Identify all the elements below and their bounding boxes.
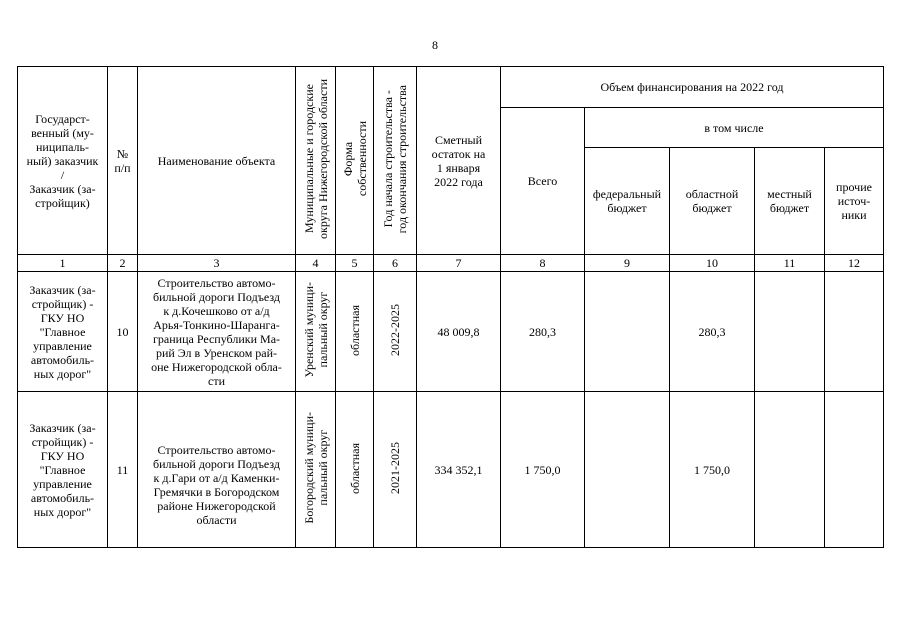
page-number: 8 [432,38,438,52]
column-number: 3 [138,255,296,272]
row-years: 2021-2025 [388,442,402,494]
row-other [825,392,884,548]
header-customer: Государст- венный (му- ниципаль- ный) заказчик / Заказчик (за- стройщик) [18,67,108,255]
header-other: прочие источ- ники [825,148,884,255]
row-customer: Заказчик (за- стройщик) - ГКУ НО "Главное управление автомобиль- ных дорог" [18,392,108,548]
column-number: 10 [670,255,755,272]
row-regional: 280,3 [670,272,755,392]
header-years: Год начала строительства - год окончания строительства [381,84,409,234]
header-funding: Объем финансирования на 2022 год [501,67,884,108]
header-local: местный бюджет [755,148,825,255]
row-ownership-cell [336,272,374,392]
column-number: 6 [374,255,417,272]
table-row [18,272,884,392]
column-number: 9 [585,255,670,272]
row-local [755,272,825,392]
row-estimate: 48 009,8 [417,272,501,392]
row-years-cell [374,272,417,392]
column-number: 1 [18,255,108,272]
header-ownership: Форма собственности [340,121,369,197]
header-federal: федеральный бюджет [585,148,670,255]
header-number: № п/п [108,67,138,255]
header-regional: областной бюджет [670,148,755,255]
row-customer: Заказчик (за- стройщик) - ГКУ НО "Главное управление автомобиль- ных дорог" [18,272,108,392]
row-local [755,392,825,548]
row-ownership: областная [347,304,362,356]
header-total: Всего [501,108,585,255]
row-regional: 1 750,0 [670,392,755,548]
header-municipality: Муниципальные и городские округа Нижегородской области [301,79,330,239]
row-other [825,272,884,392]
row-object-name: Строительство автомо- бильной дороги Подъезд к д.Кочешково от а/д Арья-Тонкино-Шаранга- граница Республики Ма- рий Эл в Уренском рай- оне Нижегородской обла- сти [138,272,296,392]
column-number: 12 [825,255,884,272]
row-federal [585,392,670,548]
header-object-name: Наименование объекта [138,67,296,255]
column-number: 8 [501,255,585,272]
column-number: 4 [296,255,336,272]
row-municipality: Богородский муници- пальный округ [301,412,330,524]
column-number: 7 [417,255,501,272]
row-years-cell [374,392,417,548]
row-object-name: Строительство автомо- бильной дороги Подъезд к д.Гари от а/д Каменки- Гремячки в Богородском районе Нижегородской области [138,392,296,548]
header-estimate: Сметный остаток на 1 января 2022 года [417,67,501,255]
header-including: в том числе [585,108,884,148]
row-number: 11 [108,392,138,548]
header-years-cell [374,67,417,255]
row-federal [585,272,670,392]
column-number: 11 [755,255,825,272]
column-number: 2 [108,255,138,272]
row-total: 280,3 [501,272,585,392]
row-total: 1 750,0 [501,392,585,548]
column-number-row [18,255,884,272]
row-number: 10 [108,272,138,392]
row-ownership-cell [336,392,374,548]
financing-table [17,66,884,548]
header-row-top [18,67,884,108]
table-row [18,392,884,548]
row-estimate: 334 352,1 [417,392,501,548]
row-municipality: Уренский муници- пальный округ [301,282,330,378]
header-ownership-cell [336,67,374,255]
column-number: 5 [336,255,374,272]
row-municipality-cell [296,272,336,392]
header-municipality-cell [296,67,336,255]
row-ownership: областная [347,442,362,494]
row-years: 2022-2025 [388,304,402,356]
row-municipality-cell [296,392,336,548]
